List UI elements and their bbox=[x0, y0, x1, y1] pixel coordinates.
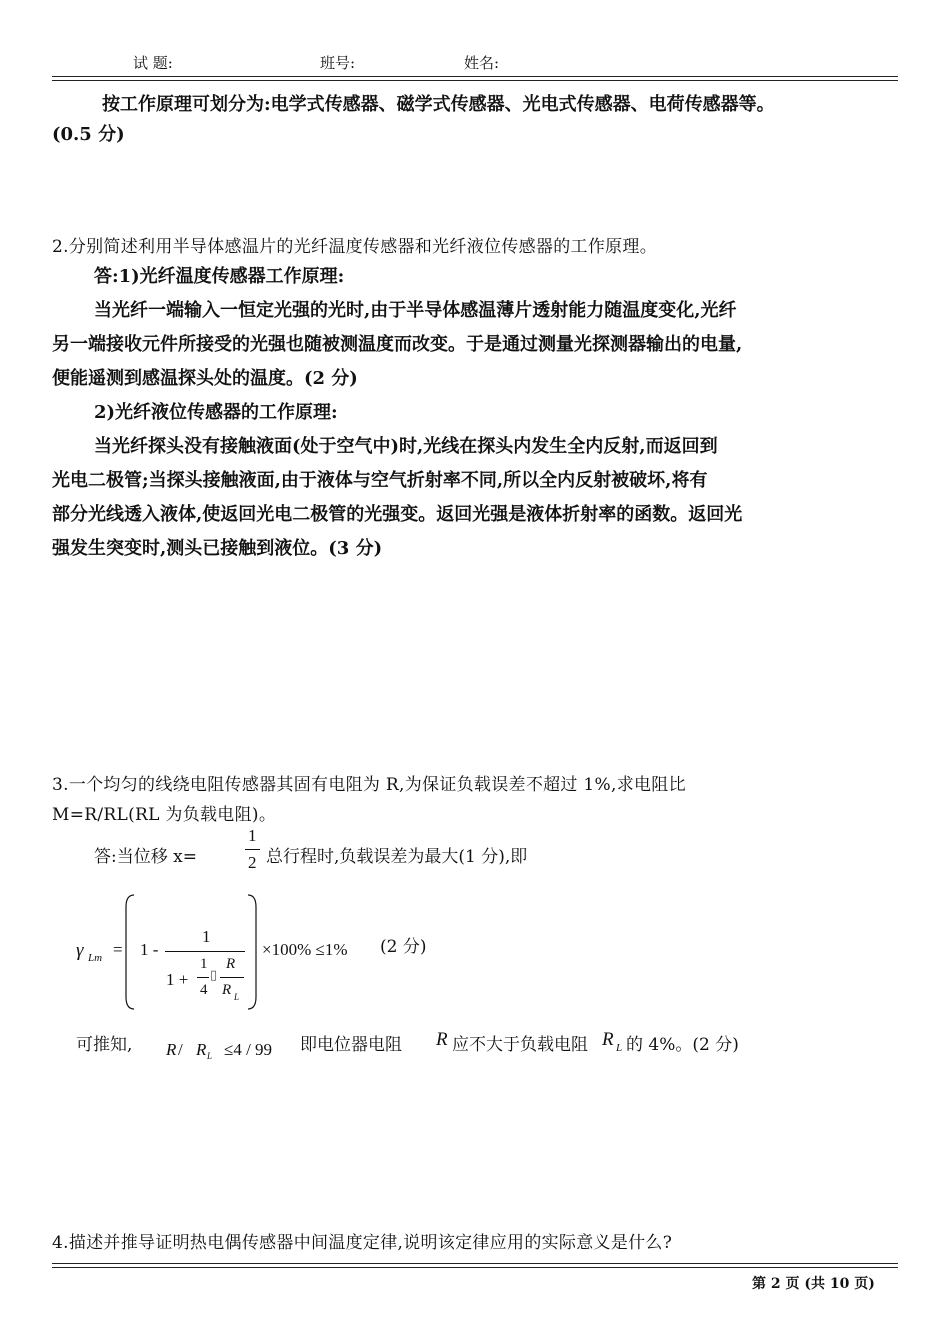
formula-gamma-sub: Lm bbox=[88, 952, 103, 964]
q3-answer-suffix: 总行程时,负载误差为最大(1 分),即 bbox=[266, 847, 528, 867]
q2-answer-title2: 2)光纤液位传感器的工作原理: bbox=[94, 402, 338, 423]
formula-times: ×100% ≤1% bbox=[262, 940, 348, 959]
q3-infer-RL: R bbox=[196, 1040, 207, 1059]
q3-infer-text-R: R bbox=[436, 1029, 448, 1050]
q3-infer-text-b: 应不大于负载电阻 bbox=[452, 1035, 588, 1055]
answer1-line2: (0.5 分) bbox=[52, 124, 125, 145]
formula-one-minus: 1 - bbox=[140, 940, 159, 959]
q2-p2-line1: 当光纤探头没有接触液面(处于空气中)时,光线在探头内发生全内反射,而返回到 bbox=[94, 436, 718, 457]
header-rule-bottom bbox=[52, 80, 898, 81]
q2-p2-line3: 部分光线透入液体,使返回光电二极管的光强变。返回光强是液体折射率的函数。返回光 bbox=[52, 504, 743, 525]
q2-p2-line4: 强发生突变时,测头已接触到液位。(3 分) bbox=[52, 538, 383, 559]
q2-answer-title1: 答:1)光纤温度传感器工作原理: bbox=[94, 266, 345, 287]
q3-infer-text-c: 的 4%。(2 分) bbox=[626, 1035, 739, 1055]
page-number: 第 2 页 (共 10 页) bbox=[752, 1276, 875, 1292]
q3-frac-bar bbox=[245, 849, 260, 850]
class-label: 班号: bbox=[320, 54, 356, 72]
formula-outer-bar bbox=[165, 951, 245, 952]
formula-r-den-sub: L bbox=[234, 992, 240, 1002]
formula-equals: = bbox=[113, 940, 123, 959]
formula-r-bar bbox=[220, 977, 244, 978]
q3-infer-text-RL-sub: L bbox=[616, 1042, 623, 1054]
q2-p1-line3: 便能遥测到感温探头处的温度。(2 分) bbox=[52, 368, 358, 389]
topic-label: 试 题: bbox=[133, 54, 173, 72]
q3-question-line1: 3.一个均匀的线绕电阻传感器其固有电阻为 R,为保证负载误差不超过 1%,求电阻比 bbox=[52, 775, 686, 795]
formula-r-num: R bbox=[226, 956, 236, 972]
q2-p1-line2: 另一端接收元件所接受的光强也随被测温度而改变。于是通过测量光探测器输出的电量, bbox=[52, 334, 743, 355]
q4-question: 4.描述并推导证明热电偶传感器中间温度定律,说明该定律应用的实际意义是什么? bbox=[52, 1233, 673, 1253]
footer-rule-top bbox=[52, 1263, 898, 1264]
formula-score: (2 分) bbox=[380, 937, 427, 957]
formula-r-den: R bbox=[222, 982, 232, 998]
q3-frac-den: 2 bbox=[248, 853, 257, 872]
q3-infer-label: 可推知, bbox=[76, 1035, 133, 1055]
q2-p2-line2: 光电二极管;当探头接触液面,由于液体与空气折射率不同,所以全内反射被破坏,将有 bbox=[52, 470, 708, 491]
q3-infer-rel: ≤4 / 99 bbox=[224, 1040, 273, 1059]
name-label: 姓名: bbox=[464, 54, 500, 72]
formula-inner-lead: 1 + bbox=[166, 970, 189, 989]
formula-outer-num: 1 bbox=[202, 927, 211, 946]
q3-infer-text-RL: R bbox=[602, 1029, 614, 1050]
formula-inner-frac-bar bbox=[197, 977, 209, 978]
q3-infer-R: R bbox=[166, 1040, 177, 1059]
footer-rule-bottom bbox=[52, 1267, 898, 1268]
q2-question: 2.分别简述利用半导体感温片的光纤温度传感器和光纤液位传感器的工作原理。 bbox=[52, 237, 658, 257]
q3-answer-prefix: 答:当位移 x= bbox=[94, 847, 197, 867]
q3-question-line2: M=R/RL(RL 为负载电阻)。 bbox=[52, 805, 277, 825]
q3-infer-text-a: 即电位器电阻 bbox=[300, 1035, 402, 1055]
q3-infer-RL-sub: L bbox=[207, 1051, 213, 1061]
q2-p1-line1: 当光纤一端输入一恒定光强的光时,由于半导体感温薄片透射能力随温度变化,光纤 bbox=[94, 300, 737, 321]
formula-inner-frac-num: 1 bbox=[200, 956, 208, 972]
formula-box: ▯ bbox=[210, 967, 218, 982]
answer1-line1: 按工作原理可划分为:电学式传感器、磁学式传感器、光电式传感器、电荷传感器等。 bbox=[102, 94, 775, 115]
formula-gamma: γ bbox=[76, 940, 84, 961]
q3-frac-num: 1 bbox=[248, 826, 257, 845]
q3-infer-slash: / bbox=[178, 1040, 183, 1059]
header-rule-top bbox=[52, 76, 898, 77]
formula-inner-frac-den: 4 bbox=[200, 982, 208, 998]
